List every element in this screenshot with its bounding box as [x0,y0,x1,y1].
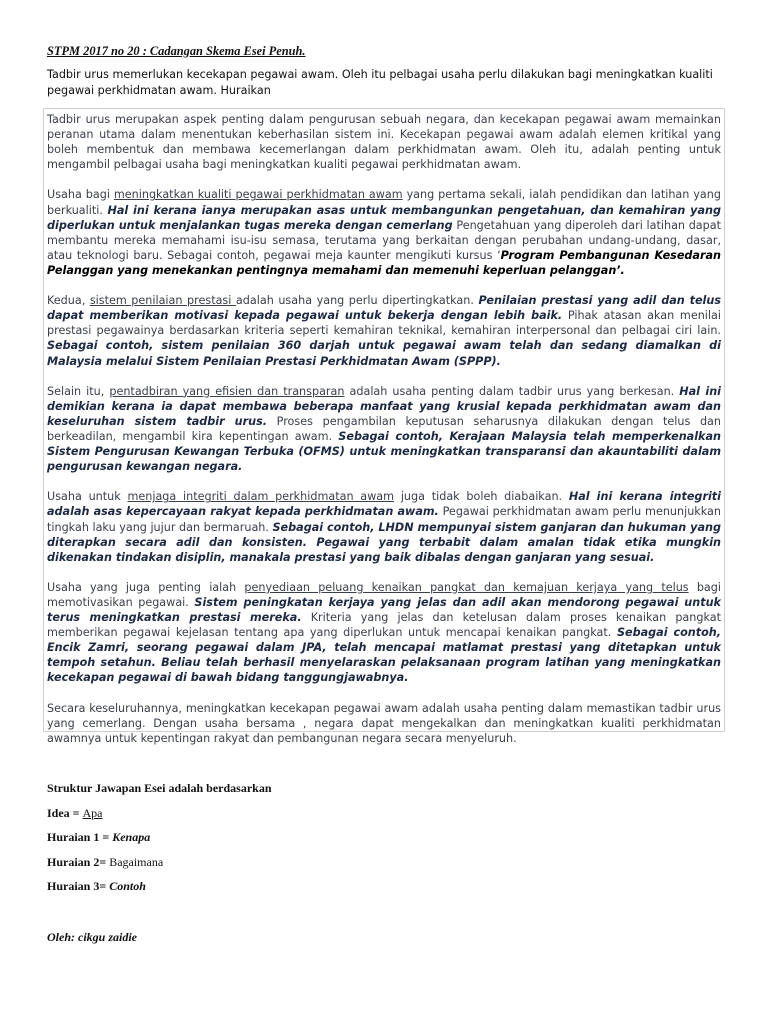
point-1-text: yang pertama sekali, ialah pendidikan dan latihan yang berkualiti. [47,188,721,217]
essay-point-1 [47,187,721,278]
essay-conclusion-paragraph: Secara keseluruhannya, meningkatkan kecekapan pegawai awam adalah usaha penting dalam memastikan tadbir urus yang cemerlang. Dengan usaha bersama , negara dapat mengekalkan dan meningkatkan kualiti perkhidmatan awamnya untuk kepentingan rakyat dan pembangunan negara secara menyeluruh. [47,701,721,745]
point-5-contoh: Sebagai contoh, Encik Zamri, seorang pegawai dalam JPA, telah mencapai matlamat prestasi yang ditetapkan untuk tempoh setahun. Beliau telah berhasil menyelaraskan pelaksanaan program latihan yang meningkatkan kecekapan pegawai di bawah bidang tanggungjawabnya. [47,626,721,685]
point-4-contoh: Sebagai contoh, LHDN mempunyai sistem ganjaran dan hukuman yang diterapkan secara adil dan konsisten. Pegawai yang terbabit dalam amalan tidak etika mungkin dikenakan tindakan disiplin, manakala prestasi yang baik dibalas dengan ganjaran yang sesuai. [47,520,721,564]
author-credit: Oleh: cikgu zaidie [47,930,137,944]
essay-point-4 [47,489,721,564]
point-3-lead: Selain itu, [47,384,110,398]
point-2-kenapa: Penilaian prestasi yang adil dan telus dapat memberikan motivasi kepada pegawai untuk bekerja dengan lebih baik. [47,294,721,323]
point-3-huraian: Proses pengambilan keputusan seharusnya dilakukan dengan telus dan berkeadilan, mengambil kira kepentingan awam. [47,414,721,443]
point-1-contoh: Program Pembangunan Kesedaran Pelanggan yang menekankan pentingnya memahami dan memenuhi keperluan pelanggan’. [47,248,721,277]
point-1-huraian: Pengetahuan yang diperoleh dari latihan dapat membantu mereka memahami isu-isu semasa, terutama yang berkaitan dengan perubahan undang-undang, dasar, atau teknologi baru. Sebagai contoh, pegawai meja kaunter mengikuti kursus ‘ [47,218,721,262]
point-5-huraian: Kriteria yang jelas dan ketelusan dalam proses kenaikan pangkat memberikan pegawai kejelasan tentang apa yang diperlukan untuk mencapai kenaikan pangkat. [47,611,721,640]
point-4-lead: Usaha untuk [47,490,128,504]
point-5-kenapa: Sistem peningkatan kerjaya yang jelas dan adil akan mendorong pegawai untuk terus meningkatkan prestasi mereka. [47,596,721,625]
structure-huraian-2-value: Bagaimana [109,854,164,869]
answer-structure [47,780,272,903]
point-5-lead: Usaha yang juga penting ialah [47,580,245,594]
point-1-kenapa: Hal ini kerana ianya merupakan asas untuk membangunkan pengetahuan, dan kemahiran yang diperlukan untuk menjalankan tugas mereka dengan cemerlang [47,203,721,232]
point-5-text: bagi memotivasikan pegawai. [47,580,721,609]
document-heading: STPM 2017 no 20 : Cadangan Skema Esei Penuh. [47,44,306,58]
structure-huraian-1-label: Huraian 1 = [47,830,113,845]
structure-idea-label: Idea = [47,805,83,820]
point-3-contoh: Sebagai contoh, Kerajaan Malaysia telah memperkenalkan Sistem Pengurusan Kewangan Terbuka (OFMS) untuk meningkatkan transparansi dan akauntabiliti dalam pengurusan kewangan negara. [47,429,722,474]
point-3-text: adalah usaha penting dalam tadbir urus yang berkesan. [344,384,680,398]
point-3-idea: pentadbiran yang efisien dan transparan [109,384,345,398]
point-2-lead: Kedua, [47,294,90,308]
point-2-text: adalah usaha yang perlu dipertingkatkan. [235,294,479,308]
point-4-huraian: Pegawai perkhidmatan awam perlu menunjukkan tingkah laku yang jujur dan bermaruah. [47,505,721,534]
structure-huraian-1-value: Kenapa [112,830,151,845]
essay-point-3 [47,384,721,475]
point-4-idea: menjaga integriti dalam perkhidmatan awam [127,490,395,504]
structure-huraian-3-value: Contoh [109,879,146,894]
point-3-kenapa: Hal ini demikian kerana ia dapat membawa beberapa manfaat yang krusial kepada perkhidmatan awam dan keseluruhan sistem tadbir urus. [47,384,722,428]
point-2-contoh: Sebagai contoh, sistem penilaian 360 darjah untuk pegawai awam telah dan sedang diamalkan di Malaysia melalui Sistem Penilaian Prestasi Perkhidmatan Awam (SPPP). [47,339,721,368]
point-2-idea: sistem penilaian prestasi [89,294,236,308]
essay-box [43,108,725,745]
essay-question: Tadbir urus memerlukan kecekapan pegawai awam. Oleh itu pelbagai usaha perlu dilakukan bagi meningkatkan kualiti pegawai perkhidmatan awam. Huraikan [47,68,713,97]
structure-huraian-3-label: Huraian 3= [47,879,110,894]
structure-huraian-2-label: Huraian 2= [47,854,110,869]
point-1-lead: Usaha bagi [47,188,114,202]
essay-point-2 [47,293,721,368]
point-1-idea: meningkatkan kualiti pegawai perkhidmatan awam [113,188,403,202]
point-5-idea: penyediaan peluang kenaikan pangkat dan kemajuan kerjaya yang telus [244,580,689,594]
essay-point-5 [47,580,721,686]
point-2-huraian: Pihak atasan akan menilai prestasi pegawainya berdasarkan kriteria seperti kemahiran teknikal, kemahiran interpersonal dan pelbagai ciri lain. [47,309,721,338]
essay-intro-paragraph: Tadbir urus merupakan aspek penting dalam pengurusan sebuah negara, dan kecekapan pegawai awam memainkan peranan utama dalam menentukan keberhasilan sistem ini. Kecekapan pegawai awam adalah elemen kritikal yang boleh membentuk dan membawa kecemerlangan dalam perkhidmatan awam. Oleh itu, adalah penting untuk mengambil pelbagai usaha bagi meningkatkan kualiti pegawai perkhidmatan awam. [47,113,721,172]
point-4-kenapa: Hal ini kerana integriti adalah asas kepercayaan rakyat kepada perkhidmatan awam. [47,490,721,519]
point-4-text: juga tidak boleh diabaikan. [394,490,569,504]
structure-title: Struktur Jawapan Esei adalah berdasarkan [47,781,272,795]
structure-idea-value: Apa [82,805,103,820]
